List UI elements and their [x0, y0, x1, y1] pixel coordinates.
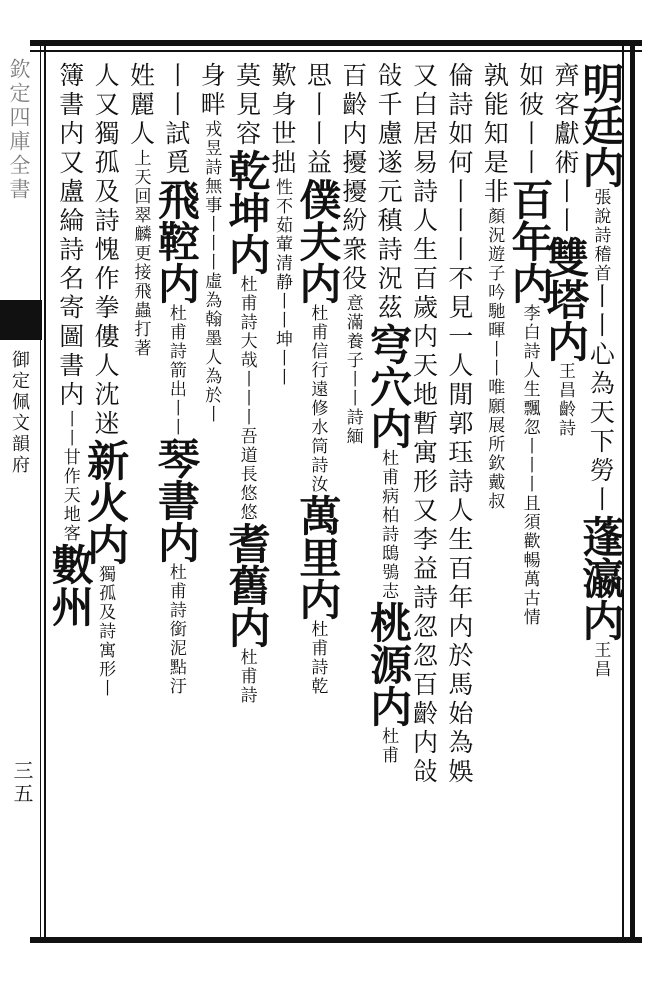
annotation: 意滿養子丨丨 — [342, 294, 363, 408]
headword: 新火内 — [81, 439, 131, 565]
body-text: 如彼丨丨 — [515, 62, 545, 178]
annotation: 王昌 — [590, 641, 611, 679]
headword: 耆舊内 — [222, 522, 272, 648]
annotation: 杜甫詩大哉丨丨丨吾道長悠悠 — [236, 275, 257, 522]
annotation: 杜甫詩箭出丨丨 — [165, 304, 186, 437]
annotation: 王昌齡詩 — [554, 362, 575, 438]
body-text: 姓麗人 — [126, 62, 156, 149]
body-text: 又白居易詩人生百歲内天地暫寓形又李益詩忽忽百齡内敆 — [409, 62, 439, 787]
annotation: 上天回翠麟 — [130, 149, 151, 244]
headword: 明廷内 — [576, 62, 626, 188]
annotation: 杜甫詩銜泥點汙 — [165, 563, 186, 696]
body-text: 身畔 — [197, 62, 227, 120]
top-border-thick — [30, 40, 642, 46]
headword: 數州 — [45, 543, 95, 627]
body-text: 丨丨 — [586, 283, 616, 341]
body-text: 丨丨試覓 — [161, 62, 191, 178]
headword: 乾坤内 — [222, 149, 272, 275]
page-number: 三五 — [10, 760, 34, 806]
headword: 蓬瀛内 — [576, 515, 626, 641]
annotation: 為於丨 — [201, 367, 222, 424]
body-text: 簿書内又盧綸詩名寄圖書内 — [55, 62, 85, 410]
annotation: 張說詩稽首 — [590, 188, 611, 283]
spine-rule-left — [40, 40, 41, 943]
annotation: 杜甫詩 — [236, 648, 257, 705]
body-text: 敆千慮遂元稹詩況茲 — [374, 62, 404, 323]
book-title: 御定佩文韻府 — [9, 350, 30, 476]
headword: 萬里内 — [293, 494, 343, 620]
body-text: 歎身世拙 — [267, 62, 297, 178]
headword: 琴書内 — [151, 437, 201, 563]
headword: 穹穴内 — [364, 323, 414, 449]
annotation: 戎昱詩無事丨丨丨虛為翰墨人 — [201, 120, 222, 367]
body-text: 孰能知是非 — [480, 62, 510, 207]
headword: 僕夫内 — [293, 178, 343, 304]
headword: 桃源内 — [364, 601, 414, 727]
annotation: 杜甫 — [378, 727, 399, 765]
annotation: 顏況遊子吟馳暉丨丨唯願展所欽戴叔 — [484, 207, 505, 511]
annotation: 杜甫詩乾 — [307, 620, 328, 696]
body-text: 心為天下勞 — [586, 341, 616, 486]
annotation: 坤丨丨 — [271, 330, 292, 387]
body-text: 齊客獻術丨丨 — [550, 62, 580, 236]
library-title: 欽定四庫全書 — [7, 58, 31, 202]
text-column — [45, 62, 95, 932]
body-text: 丨 — [586, 486, 616, 515]
annotation: 杜甫病柏詩鴟鴞志 — [378, 449, 399, 601]
body-text: 百齡内擾擾紛衆役 — [338, 62, 368, 294]
body-text: 倫詩如何丨丨丨不見一人閒郭珏詩人生百年内於馬始為娛 — [444, 62, 474, 787]
headword: 百年内 — [505, 178, 555, 304]
annotation: 杜甫信行遠修水筒詩汝 — [307, 304, 328, 494]
spine-rule-right — [44, 40, 46, 943]
tab-block — [0, 300, 42, 340]
annotation: 丨丨甘作天地客 — [59, 410, 80, 543]
annotation: 更接飛蟲打著 — [130, 244, 151, 358]
body-text: 莫見容 — [232, 62, 262, 149]
annotation: 獨孤及詩寓形丨 — [95, 565, 116, 698]
right-border-thick — [630, 40, 635, 943]
headword: 雙塔内 — [540, 236, 590, 362]
annotation: 性不茹葷清静丨丨 — [271, 178, 292, 330]
body-text: 人又獨孤及詩愧作拳僂人沈迷 — [91, 62, 121, 439]
top-border-thin — [30, 50, 642, 52]
bottom-border-thick — [30, 937, 642, 943]
annotation: 詩緬 — [342, 408, 363, 446]
body-text: 思丨丨益 — [303, 62, 333, 178]
headword: 飛鞚内 — [151, 178, 201, 304]
annotation: 李白詩人生飄忽丨丨丨且須歡暢萬古情 — [519, 304, 540, 627]
